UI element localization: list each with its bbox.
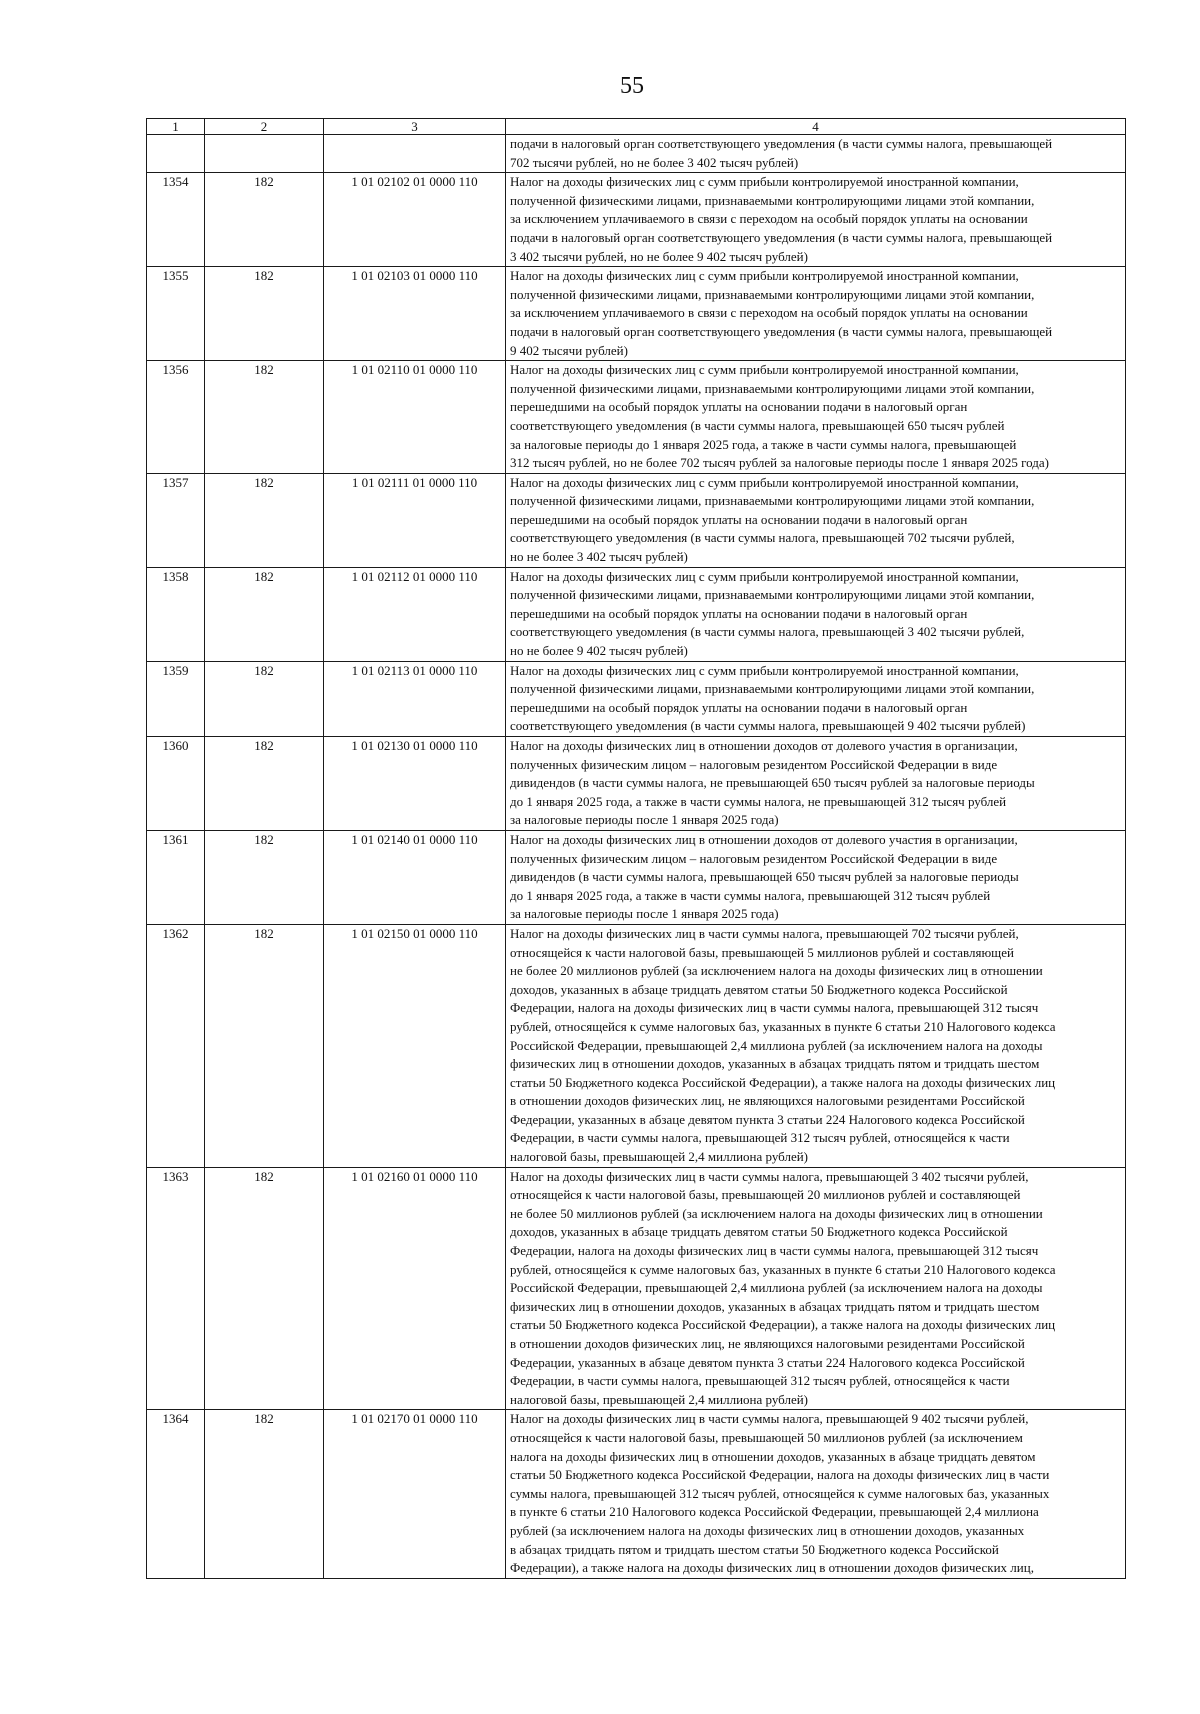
description-line: но не более 9 402 тысяч рублей) [510, 643, 688, 659]
description-line: Налог на доходы физических лиц с сумм прибыли контролируемой иностранной компании, [510, 174, 1019, 190]
description-line: суммы налога, превышающей 312 тысяч рублей, относящейся к сумме налоговых баз, указанных [510, 1485, 1050, 1501]
budget-code-cell [324, 135, 506, 173]
description-line: Федерации, налога на доходы физических лиц в части суммы налога, превышающей 312 тысяч [510, 1243, 1039, 1259]
description-line: не более 20 миллионов рублей (за исключением налога на доходы физических лиц в отношении [510, 963, 1043, 979]
description-line: полученных физическим лицом – налоговым резидентом Российской Федерации в виде [510, 756, 998, 772]
description-line: Налог на доходы физических лиц с сумм прибыли контролируемой иностранной компании, [510, 268, 1019, 284]
description-line: Налог на доходы физических лиц в отношении доходов от долевого участия в организации, [510, 831, 1018, 847]
description-line: соответствующего уведомления (в части суммы налога, превышающей 9 402 тысячи рублей) [510, 718, 1026, 734]
description-line: рублей (за исключением налога на доходы физических лиц в отношении доходов, указанных [510, 1522, 1025, 1538]
description-line: физических лиц в отношении доходов, указанных в абзацах тридцать пятом и тридцать шестом [510, 1056, 1040, 1072]
description-line: Налог на доходы физических лиц с сумм прибыли контролируемой иностранной компании, [510, 362, 1019, 378]
table-row [147, 737, 1126, 831]
header-col-3: 3 [324, 119, 506, 135]
description-line: в отношении доходов физических лиц, не являющихся налоговыми резидентами Российской [510, 1336, 1025, 1351]
description-cell [506, 473, 1126, 567]
description-line: перешедшими на особый порядок уплаты на основании подачи в налоговый орган [510, 699, 968, 715]
description-line: в отношении доходов физических лиц, не являющихся налоговыми резидентами Российской [510, 1093, 1025, 1109]
description-line: но не более 3 402 тысяч рублей) [510, 549, 688, 565]
row-number-cell: 1360 [147, 737, 205, 831]
description-line: статьи 50 Бюджетного кодекса Российской Федерации, налога на доходы физических лиц в части [510, 1467, 1050, 1483]
row-number-cell: 1363 [147, 1167, 205, 1410]
table-header-row [147, 119, 1126, 135]
table-body [147, 135, 1126, 1579]
description-line: 3 402 тысячи рублей, но не более 9 402 тысяч рублей) [510, 248, 808, 264]
description-line: в абзацах тридцать пятом и тридцать шестом статьи 50 Бюджетного кодекса Российской [510, 1541, 999, 1557]
row-number-cell: 1354 [147, 173, 205, 267]
page-number: 55 [620, 73, 644, 99]
admin-code-cell: 182 [205, 173, 324, 267]
description-line: Федерации, в части суммы налога, превышающей 312 тысяч рублей, относящейся к части [510, 1130, 1010, 1146]
table-row [147, 924, 1126, 1167]
budget-code-cell: 1 01 02160 01 0000 110 [324, 1167, 506, 1410]
description-line: соответствующего уведомления (в части суммы налога, превышающей 650 тысяч рублей [510, 417, 1005, 433]
admin-code-cell: 182 [205, 661, 324, 736]
table-row [147, 361, 1126, 474]
description-line: доходов, указанных в абзаце тридцать девятом статьи 50 Бюджетного кодекса Российской [510, 1224, 1008, 1240]
description-cell [506, 267, 1126, 361]
description-cell [506, 924, 1126, 1167]
description-line: соответствующего уведомления (в части суммы налога, превышающей 3 402 тысячи рублей, [510, 624, 1025, 640]
description-line: 9 402 тысячи рублей) [510, 342, 628, 358]
description-line: Федерации, указанных в абзаце девятом пункта 3 статьи 224 Налогового кодекса Российской [510, 1111, 1025, 1127]
budget-code-cell: 1 01 02150 01 0000 110 [324, 924, 506, 1167]
budget-codes-table [146, 118, 1126, 1579]
table-row [147, 135, 1126, 173]
description-cell [506, 361, 1126, 474]
description-line: в пункте 6 статьи 210 Налогового кодекса Российской Федерации, превышающей 2,4 миллиона [510, 1504, 1039, 1520]
description-line: физических лиц в отношении доходов, указанных в абзацах тридцать пятом и тридцать шестом [510, 1298, 1040, 1314]
row-number-cell: 1362 [147, 924, 205, 1167]
description-line: Налог на доходы физических лиц с сумм прибыли контролируемой иностранной компании, [510, 474, 1019, 490]
description-line: Налог на доходы физических лиц в отношении доходов от долевого участия в организации, [510, 738, 1018, 753]
row-number-cell [147, 135, 205, 173]
budget-code-cell: 1 01 02113 01 0000 110 [324, 661, 506, 736]
admin-code-cell: 182 [205, 924, 324, 1167]
admin-code-cell: 182 [205, 737, 324, 831]
description-line: за исключением уплачиваемого в связи с переходом на особый порядок уплаты на основании [510, 305, 1028, 321]
description-line: за исключением уплачиваемого в связи с переходом на особый порядок уплаты на основании [510, 211, 1028, 227]
table-header [147, 119, 1126, 135]
admin-code-cell: 182 [205, 473, 324, 567]
description-cell [506, 737, 1126, 831]
description-line: статьи 50 Бюджетного кодекса Российской Федерации), а также налога на доходы физических лиц [510, 1317, 1056, 1333]
description-line: относящейся к части налоговой базы, превышающей 50 миллионов рублей (за исключением [510, 1429, 1023, 1445]
description-line: доходов, указанных в абзаце тридцать девятом статьи 50 Бюджетного кодекса Российской [510, 981, 1008, 997]
description-line: 702 тысячи рублей, но не более 3 402 тысяч рублей) [510, 154, 799, 170]
table-row [147, 830, 1126, 924]
header-col-1: 1 [147, 119, 205, 135]
description-cell [506, 1410, 1126, 1578]
description-line: Федерации), а также налога на доходы физических лиц в отношении доходов физических лиц, [510, 1560, 1034, 1576]
admin-code-cell: 182 [205, 1410, 324, 1578]
description-line: полученной физическими лицами, признаваемыми контролирующими лицами этой компании, [510, 681, 1035, 697]
admin-code-cell: 182 [205, 567, 324, 661]
description-line: соответствующего уведомления (в части суммы налога, превышающей 702 тысячи рублей, [510, 530, 1015, 546]
description-line: за налоговые периоды до 1 января 2025 года, а также в части суммы налога, превышающей [510, 436, 1017, 452]
description-line: налоговой базы, превышающей 2,4 миллиона рублей) [510, 1391, 809, 1407]
description-line: за налоговые периоды после 1 января 2025 года) [510, 906, 779, 922]
description-line: полученной физическими лицами, признаваемыми контролирующими лицами этой компании, [510, 493, 1035, 509]
description-line: налоговой базы, превышающей 2,4 миллиона рублей) [510, 1149, 809, 1165]
description-line: Налог на доходы физических лиц в части суммы налога, превышающей 9 402 тысячи рублей, [510, 1411, 1029, 1427]
description-line: перешедшими на особый порядок уплаты на основании подачи в налоговый орган [510, 605, 968, 621]
table-row [147, 267, 1126, 361]
description-line: статьи 50 Бюджетного кодекса Российской Федерации), а также налога на доходы физических лиц [510, 1074, 1056, 1090]
description-line: Федерации, в части суммы налога, превышающей 312 тысяч рублей, относящейся к части [510, 1373, 1010, 1389]
budget-code-cell: 1 01 02110 01 0000 110 [324, 361, 506, 474]
description-cell [506, 1167, 1126, 1410]
budget-code-cell: 1 01 02130 01 0000 110 [324, 737, 506, 831]
description-line: Российской Федерации, превышающей 2,4 миллиона рублей (за исключением налога на доходы [510, 1037, 1043, 1053]
description-line: рублей, относящейся к сумме налоговых баз, указанных в пункте 6 статьи 210 Налогового кодекса [510, 1018, 1056, 1034]
row-number-cell: 1361 [147, 830, 205, 924]
description-line: относящейся к части налоговой базы, превышающей 20 миллионов рублей и составляющей [510, 1187, 1021, 1203]
description-line: 312 тысяч рублей, но не более 702 тысяч рублей за налоговые периоды после 1 января 2025 года) [510, 455, 1049, 471]
header-col-2: 2 [205, 119, 324, 135]
description-line: не более 50 миллионов рублей (за исключением налога на доходы физических лиц в отношении [510, 1205, 1043, 1221]
description-line: полученной физическими лицами, признаваемыми контролирующими лицами этой компании, [510, 286, 1035, 302]
table-row [147, 567, 1126, 661]
description-line: налога на доходы физических лиц в отношении доходов, указанных в абзаце тридцать девятом [510, 1448, 1036, 1464]
table-row [147, 473, 1126, 567]
description-line: Налог на доходы физических лиц в части суммы налога, превышающей 702 тысячи рублей, [510, 925, 1019, 941]
description-cell [506, 173, 1126, 267]
budget-code-cell: 1 01 02140 01 0000 110 [324, 830, 506, 924]
description-line: полученной физическими лицами, признаваемыми контролирующими лицами этой компании, [510, 380, 1035, 396]
budget-code-cell: 1 01 02102 01 0000 110 [324, 173, 506, 267]
description-line: Федерации, налога на доходы физических лиц в части суммы налога, превышающей 312 тысяч [510, 1000, 1039, 1016]
row-number-cell: 1355 [147, 267, 205, 361]
description-line: подачи в налоговый орган соответствующего уведомления (в части суммы налога, превышающей [510, 136, 1053, 151]
description-line: полученной физическими лицами, признаваемыми контролирующими лицами этой компании, [510, 587, 1035, 603]
row-number-cell: 1359 [147, 661, 205, 736]
description-line: дивидендов (в части суммы налога, превышающей 650 тысяч рублей за налоговые периоды [510, 869, 1019, 885]
description-line: Налог на доходы физических лиц с сумм прибыли контролируемой иностранной компании, [510, 662, 1019, 678]
row-number-cell: 1356 [147, 361, 205, 474]
header-col-4: 4 [506, 119, 1126, 135]
description-line: рублей, относящейся к сумме налоговых баз, указанных в пункте 6 статьи 210 Налогового кодекса [510, 1261, 1056, 1277]
admin-code-cell: 182 [205, 267, 324, 361]
description-line: Федерации, указанных в абзаце девятом пункта 3 статьи 224 Налогового кодекса Российской [510, 1354, 1025, 1370]
description-line: подачи в налоговый орган соответствующего уведомления (в части суммы налога, превышающей [510, 229, 1053, 245]
description-line: полученной физическими лицами, признаваемыми контролирующими лицами этой компании, [510, 192, 1035, 208]
budget-code-cell: 1 01 02112 01 0000 110 [324, 567, 506, 661]
description-cell [506, 661, 1126, 736]
description-line: Налог на доходы физических лиц в части суммы налога, превышающей 3 402 тысячи рублей, [510, 1168, 1029, 1184]
description-line: перешедшими на особый порядок уплаты на основании подачи в налоговый орган [510, 511, 968, 527]
description-line: Налог на доходы физических лиц с сумм прибыли контролируемой иностранной компании, [510, 568, 1019, 584]
row-number-cell: 1364 [147, 1410, 205, 1578]
description-cell [506, 830, 1126, 924]
budget-code-cell: 1 01 02111 01 0000 110 [324, 473, 506, 567]
description-line: полученных физическим лицом – налоговым резидентом Российской Федерации в виде [510, 850, 998, 866]
table-row [147, 1167, 1126, 1410]
description-line: дивидендов (в части суммы налога, не превышающей 650 тысяч рублей за налоговые периоды [510, 775, 1035, 791]
table-row [147, 173, 1126, 267]
description-line: до 1 января 2025 года, а также в части суммы налога, не превышающей 312 тысяч рублей [510, 793, 1007, 809]
table-row [147, 661, 1126, 736]
description-cell [506, 567, 1126, 661]
admin-code-cell: 182 [205, 830, 324, 924]
table-row [147, 1410, 1126, 1578]
admin-code-cell: 182 [205, 1167, 324, 1410]
budget-code-cell: 1 01 02170 01 0000 110 [324, 1410, 506, 1578]
row-number-cell: 1358 [147, 567, 205, 661]
description-line: Российской Федерации, превышающей 2,4 миллиона рублей (за исключением налога на доходы [510, 1280, 1043, 1296]
description-line: за налоговые периоды после 1 января 2025 года) [510, 812, 779, 828]
description-cell [506, 135, 1126, 173]
description-line: подачи в налоговый орган соответствующего уведомления (в части суммы налога, превышающей [510, 323, 1053, 339]
description-line: перешедшими на особый порядок уплаты на основании подачи в налоговый орган [510, 399, 968, 415]
description-line: до 1 января 2025 года, а также в части суммы налога, превышающей 312 тысяч рублей [510, 887, 991, 903]
admin-code-cell: 182 [205, 361, 324, 474]
description-line: относящейся к части налоговой базы, превышающей 5 миллионов рублей и составляющей [510, 944, 1014, 960]
row-number-cell: 1357 [147, 473, 205, 567]
budget-code-cell: 1 01 02103 01 0000 110 [324, 267, 506, 361]
admin-code-cell [205, 135, 324, 173]
